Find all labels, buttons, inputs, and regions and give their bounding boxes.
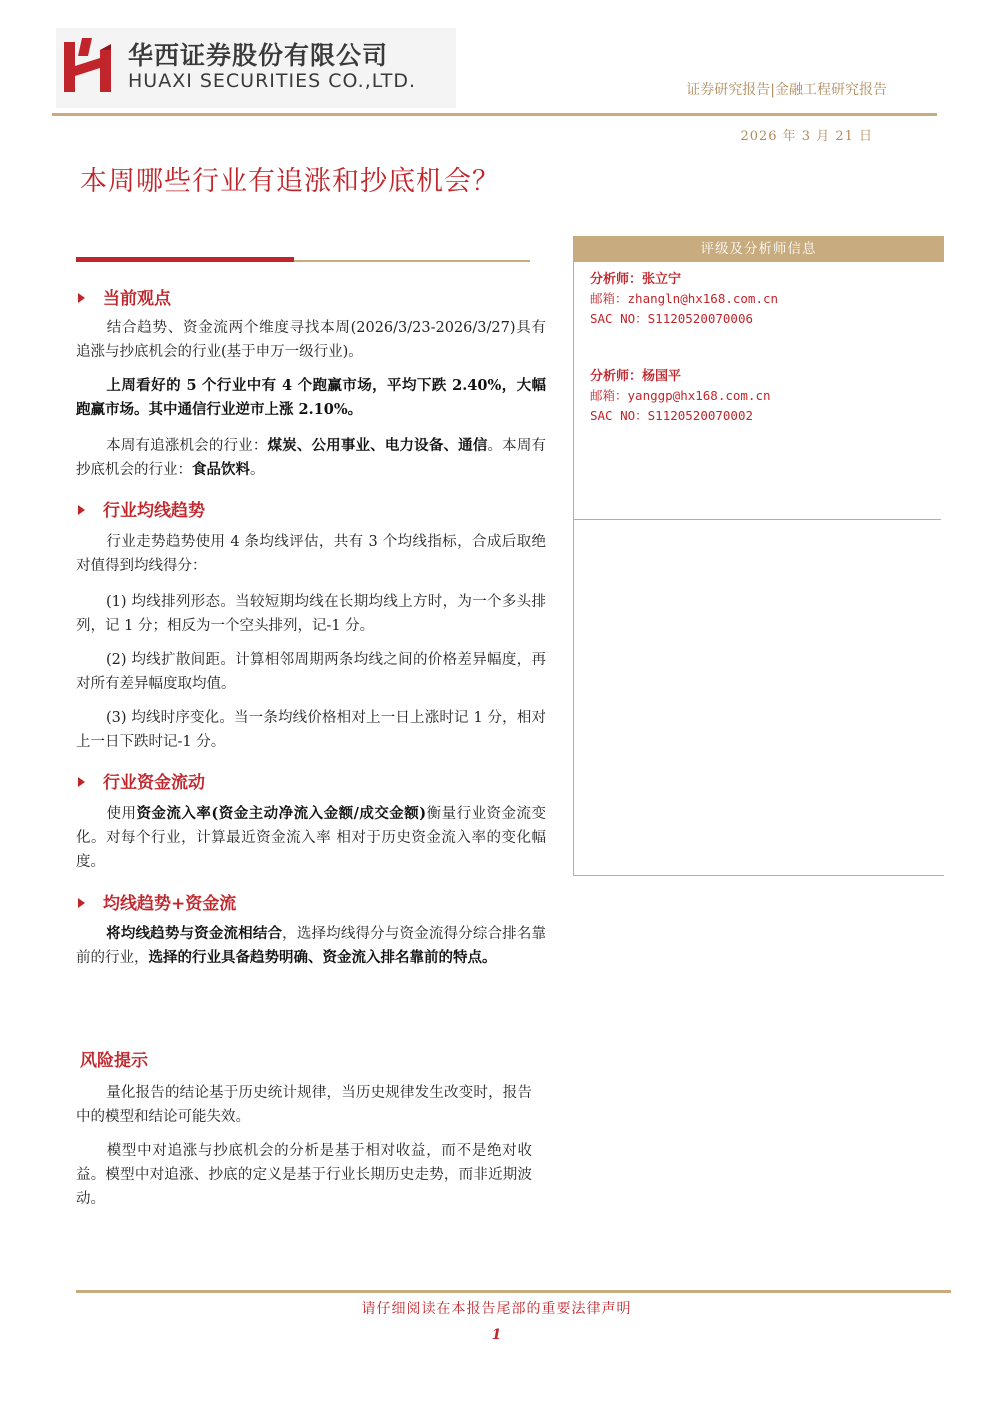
triangle-bullet-icon <box>78 777 85 787</box>
ma-paragraph-4: (3) 均线时序变化。当一条均线价格相对上一日上涨时记 1 分，相对上一日下跌时记-1 分。 <box>76 710 546 750</box>
footer-disclaimer: 请仔细阅读在本报告尾部的重要法律声明 <box>361 1301 632 1317</box>
risk-paragraph-2: 模型中对追涨与抄底机会的分析是基于相对收益，而不是绝对收益。模型中对追涨、抄底的定义是基于行业长期历史走势，而非近期波动。 <box>76 1143 532 1207</box>
sidebar-border-bottom <box>573 875 944 876</box>
page-number: 1 <box>491 1327 502 1343</box>
ma-paragraph-2: (1) 均线排列形态。当较短期均线在长期均线上方时，为一个多头排列，记 1 分；相反为一个空头排列，记-1 分。 <box>76 594 546 634</box>
sidebar-divider <box>573 519 941 520</box>
analyst-sac: SAC NO：S1120520070006 <box>590 311 754 326</box>
huaxi-logo-icon <box>62 36 116 96</box>
footer-divider <box>76 1290 951 1293</box>
report-category: 证券研究报告|金融工程研究报告 <box>686 82 887 98</box>
section-heading-view: 当前观点 <box>78 284 171 309</box>
risk-heading: 风险提示 <box>80 1051 148 1071</box>
section-accent-bar <box>76 257 294 262</box>
risk-paragraph-1: 量化报告的结论基于历史统计规律，当历史规律发生改变时，报告中的模型和结论可能失效。 <box>76 1085 532 1125</box>
section-heading-ma: 行业均线趋势 <box>78 496 205 521</box>
analyst-email[interactable]: 邮箱：zhangln@hx168.com.cn <box>590 291 779 306</box>
section-accent-line <box>294 260 530 262</box>
triangle-bullet-icon <box>78 505 85 515</box>
sidebar-border-left <box>573 262 574 876</box>
triangle-bullet-icon <box>78 293 85 303</box>
analyst-name: 分析师：张立宁 <box>590 272 682 287</box>
triangle-bullet-icon <box>78 898 85 908</box>
view-paragraph-2: 上周看好的 5 个行业中有 4 个跑赢市场，平均下跌 2.40%，大幅跑赢市场。其中通信行业逆市上涨 2.10%。 <box>76 377 546 418</box>
sidebar-heading: 评级及分析师信息 <box>573 236 944 262</box>
header-divider <box>52 113 937 116</box>
section-heading-flow: 行业资金流动 <box>78 768 205 793</box>
analyst-sac: SAC NO：S1120520070002 <box>590 408 754 423</box>
report-date: 2026 年 3 月 21 日 <box>740 129 873 144</box>
page-title: 本周哪些行业有追涨和抄底机会？ <box>80 166 500 197</box>
company-name-en: HUAXI SECURITIES CO.,LTD. <box>128 70 416 92</box>
section-heading-combo: 均线趋势+资金流 <box>78 889 236 914</box>
analyst-name: 分析师：杨国平 <box>590 369 682 384</box>
company-name-cn: 华西证券股份有限公司 <box>128 41 389 70</box>
view-paragraph-3: 本周有追涨机会的行业：煤炭、公用事业、电力设备、通信。本周有抄底机会的行业：食品饮料。 <box>76 437 546 478</box>
analyst-email[interactable]: 邮箱：yanggp@hx168.com.cn <box>590 388 771 403</box>
flow-paragraph-1: 使用资金流入率(资金主动净流入金额/成交金额)衡量行业资金流变化。对每个行业，计算最近资金流入率 相对于历史资金流入率的变化幅度。 <box>76 805 547 870</box>
combo-paragraph-1: 将均线趋势与资金流相结合，选择均线得分与资金流得分综合排名靠前的行业，选择的行业具备趋势明确、资金流入排名靠前的特点。 <box>76 925 547 966</box>
ma-paragraph-1: 行业走势趋势使用 4 条均线评估，共有 3 个均线指标，合成后取绝对值得到均线得分： <box>76 534 546 574</box>
ma-paragraph-3: (2) 均线扩散间距。计算相邻周期两条均线之间的价格差异幅度，再对所有差异幅度取均值。 <box>76 652 546 692</box>
view-paragraph-1: 结合趋势、资金流两个维度寻找本周(2026/3/23-2026/3/27)具有追涨与抄底机会的行业(基于申万一级行业)。 <box>76 320 546 360</box>
